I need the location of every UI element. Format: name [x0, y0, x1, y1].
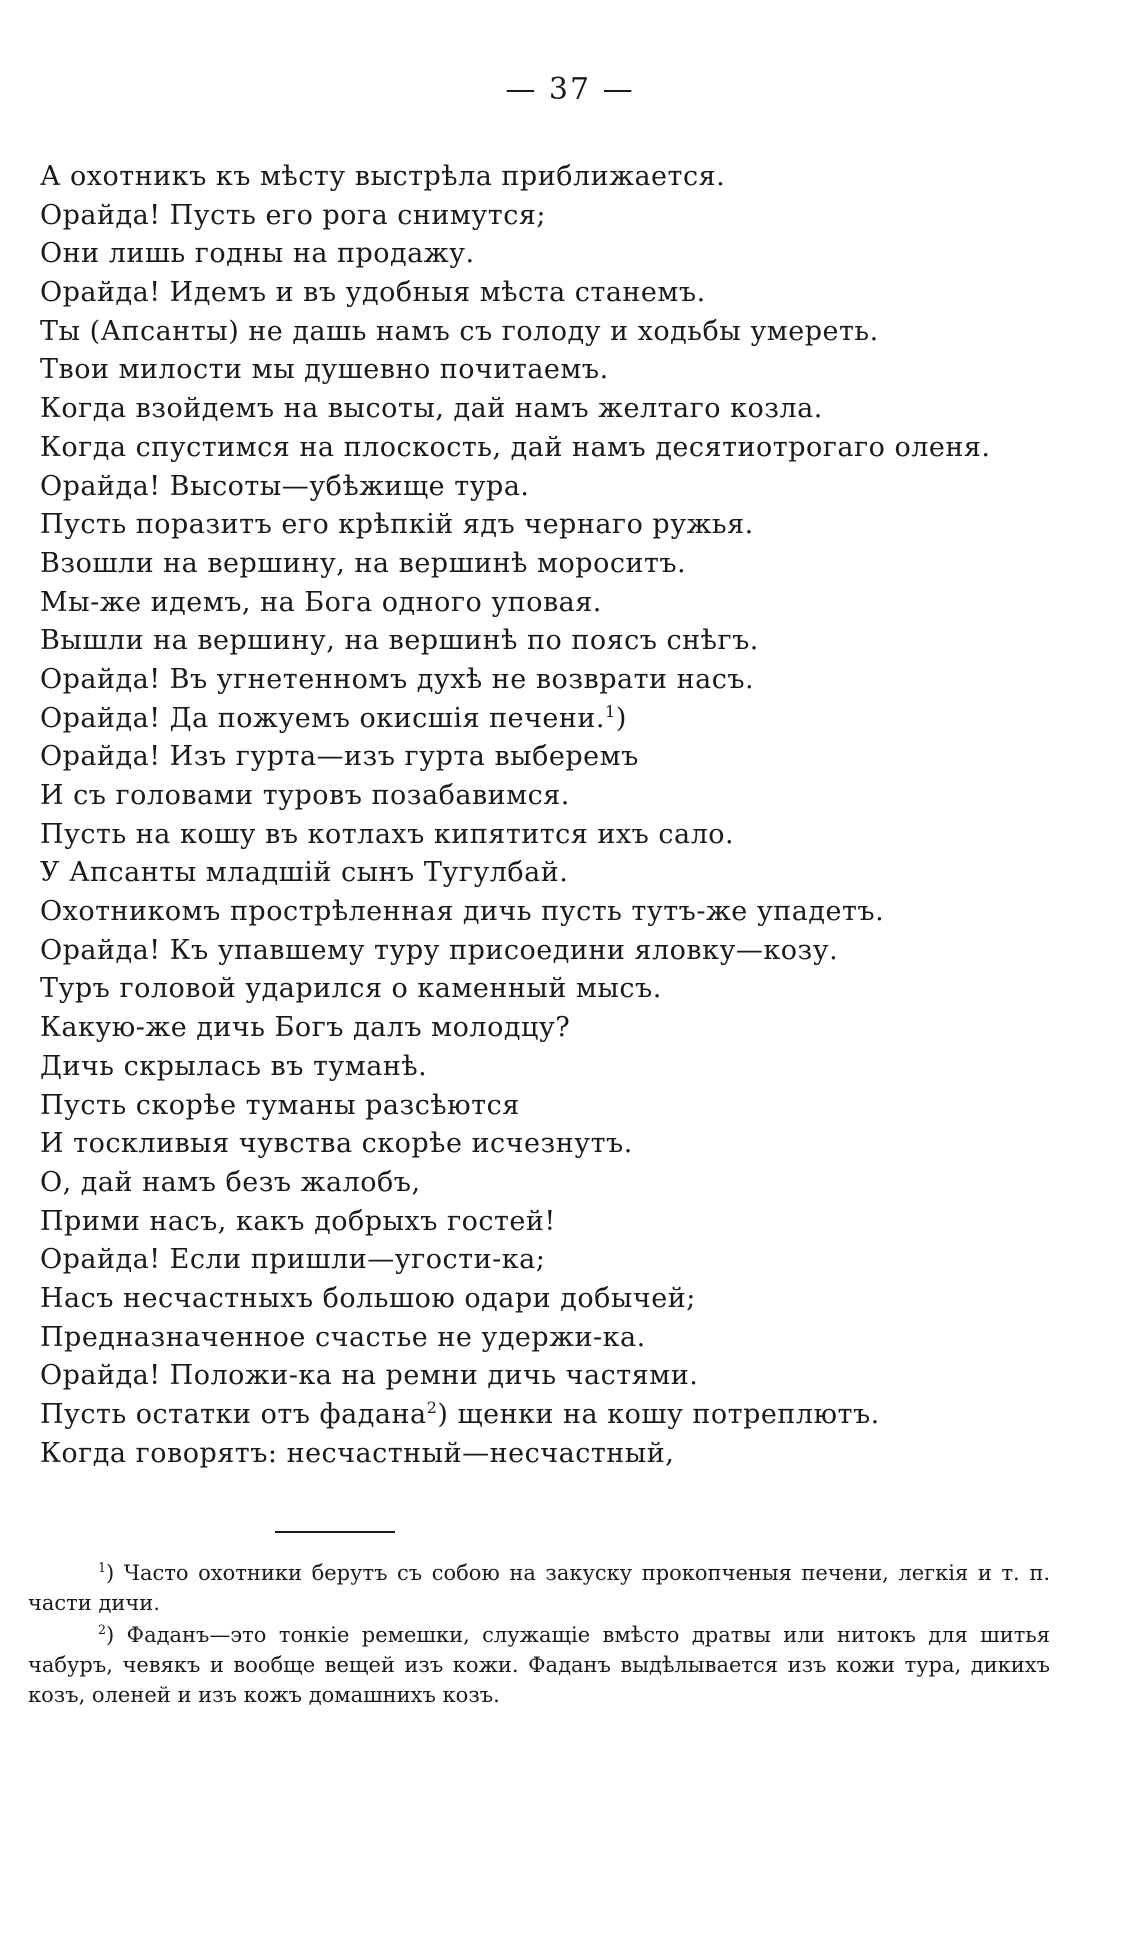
footnote-text: ) Часто охотники берутъ съ собою на закуску прокопченыя печени, легкія и т. п. части дичи. [28, 1561, 1050, 1615]
footnote-ref-1: 1 [605, 701, 616, 721]
footnote-ref-2: 2 [426, 1398, 438, 1417]
verse-line: Пусть скорѣе туманы разсѣются [40, 1089, 520, 1121]
verse-line: Прими насъ, какъ добрыхъ гостей! [40, 1205, 556, 1237]
verse-line: Орайда! Въ угнетенномъ духѣ не возврати насъ. [40, 663, 755, 695]
verse-line-text: Пусть остатки отъ фадана [40, 1399, 427, 1430]
verse-line: Вышли на вершину, на вершинѣ по поясъ снѣгъ. [40, 625, 759, 657]
page-number: — 37 — [505, 72, 635, 107]
verse-line: Орайда! Высоты—убѣжище тура. [40, 470, 530, 502]
verse-line: У Апсанты младшій сынъ Тугулбай. [40, 857, 569, 889]
verse-line: Орайда! Изъ гурта—изъ гурта выберемъ [40, 741, 639, 773]
verse-line-with-note [40, 1396, 1120, 1435]
verse-line: Какую-же дичь Богъ далъ молодцу? [40, 1012, 571, 1044]
verse-line: Охотникомъ прострѣленная дичь пусть тутъ-же упадетъ. [40, 896, 885, 928]
footnote-text: ) Фаданъ—это тонкіе ремешки, служащіе вмѣсто дратвы или нитокъ для шитья чабуръ, чевякъ и вообще вещей изъ кожи. Фаданъ выдѣлывается изъ кожи тура, дикихъ козъ, оленей и изъ кожъ домашнихъ козъ. [28, 1623, 1050, 1707]
verse-line: Они лишь годны на продажу. [40, 238, 475, 270]
note-paren: ) [615, 702, 627, 734]
footnote-marker: 2 [98, 1622, 107, 1637]
verse-line: Туръ головой ударился о каменный мысъ. [40, 973, 662, 1005]
verse-line-text: Орайда! Да пожуемъ окисшія печени. [40, 702, 605, 734]
verse-line: Мы-же идемъ, на Бога одного уповая. [40, 586, 602, 618]
verse-line: Насъ несчастныхъ большою одари добычей; [40, 1282, 696, 1314]
verse-line-continuation: ) щенки на кошу потреплютъ. [437, 1399, 880, 1430]
verse-line: Когда спустимся на плоскость, дай намъ десятиотрогаго оленя. [40, 431, 991, 463]
verse-line: Ты (Апсанты) не дашь намъ съ голоду и ходьбы умереть. [40, 315, 879, 347]
footnote-1 [28, 1558, 1050, 1618]
verse-line: И съ головами туровъ позабавимся. [40, 780, 570, 811]
verse-line: Когда взойдемъ на высоты, дай намъ желтаго козла. [40, 393, 823, 425]
verse-line: Пусть на кошу въ котлахъ кипятится ихъ сало. [40, 818, 735, 850]
verse-line: Орайда! Если пришли—угости-ка; [40, 1244, 546, 1276]
footnotes [28, 1558, 1050, 1712]
verse-line: Орайда! Пусть его рога снимутся; [40, 199, 546, 231]
verse-line: Когда говорятъ: несчастный—несчастный, [40, 1437, 675, 1469]
footnote-2 [28, 1620, 1050, 1710]
verse-line: Орайда! Идемъ и въ удобныя мѣста станемъ. [40, 277, 706, 309]
verse-line: Дичь скрылась въ туманѣ. [40, 1050, 428, 1082]
footnote-separator [275, 1531, 395, 1533]
verse-line-with-note [40, 700, 1120, 739]
verse-line: Предназначенное счастье не удержи-ка. [40, 1321, 646, 1353]
verse-body [40, 158, 1120, 1473]
verse-line: И тоскливыя чувства скорѣе исчезнутъ. [40, 1128, 633, 1160]
verse-line: Взошли на вершину, на вершинѣ мороситъ. [40, 547, 687, 579]
verse-line: О, дай намъ безъ жалобъ, [40, 1166, 421, 1198]
verse-line: А охотникъ къ мѣсту выстрѣла приближается. [40, 161, 726, 192]
verse-line: Орайда! Положи-ка на ремни дичь частями. [40, 1360, 699, 1392]
verse-line: Пусть поразитъ его крѣпкій ядъ чернаго ружья. [40, 509, 754, 541]
verse-line: Орайда! Къ упавшему туру присоедини яловку—козу. [40, 934, 839, 966]
footnote-marker: 1 [98, 1560, 107, 1575]
verse-line: Твои милости мы душевно почитаемъ. [40, 354, 609, 386]
